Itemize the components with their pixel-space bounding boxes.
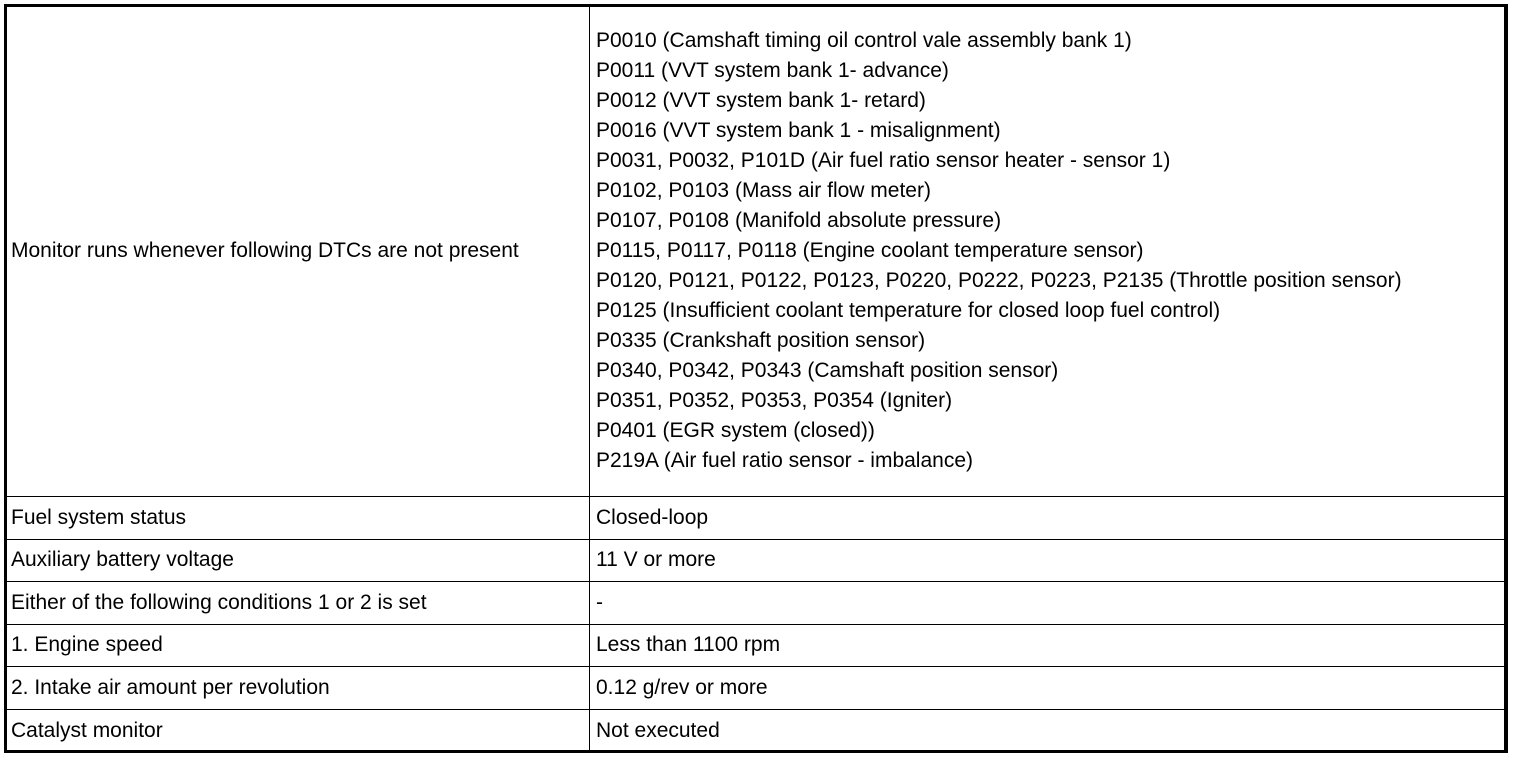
condition-value: 11 V or more — [590, 539, 1508, 582]
dtc-item: P0016 (VVT system bank 1 - misalignment) — [596, 118, 1001, 142]
condition-label: Monitor runs whenever following DTCs are not present — [5, 5, 590, 497]
condition-value: - — [590, 582, 1508, 625]
dtc-item: P0120, P0121, P0122, P0123, P0220, P0222, P0223, P2135 (Throttle position sensor) — [596, 268, 1402, 292]
dtc-item: P0401 (EGR system (closed)) — [596, 418, 875, 442]
dtc-item: P0335 (Crankshaft position sensor) — [596, 328, 926, 352]
condition-label: Catalyst monitor — [5, 709, 590, 752]
dtc-item: P0010 (Camshaft timing oil control vale assembly bank 1) — [596, 28, 1132, 52]
dtc-item: P0031, P0032, P101D (Air fuel ratio sensor heater - sensor 1) — [596, 148, 1171, 172]
dtc-item: P219A (Air fuel ratio sensor - imbalance) — [596, 448, 974, 472]
dtc-item: P0340, P0342, P0343 (Camshaft position sensor) — [596, 358, 1059, 382]
dtc-item: P0351, P0352, P0353, P0354 (Igniter) — [596, 388, 953, 412]
condition-label: Auxiliary battery voltage — [5, 539, 590, 582]
condition-label: Either of the following conditions 1 or 2 is set — [5, 582, 590, 625]
condition-value: Not executed — [590, 709, 1508, 752]
condition-value: 0.12 g/rev or more — [590, 667, 1508, 710]
condition-label: 2. Intake air amount per revolution — [5, 667, 590, 710]
condition-label: Fuel system status — [5, 497, 590, 540]
dtc-item: P0115, P0117, P0118 (Engine coolant temperature sensor) — [596, 238, 1144, 262]
dtc-item: P0102, P0103 (Mass air flow meter) — [596, 178, 931, 202]
condition-value: Closed-loop — [590, 497, 1508, 540]
dtc-item: P0011 (VVT system bank 1- advance) — [596, 58, 949, 82]
condition-value: Less than 1100 rpm — [590, 624, 1508, 667]
dtc-item: P0107, P0108 (Manifold absolute pressure) — [596, 208, 1002, 232]
table-outer-border — [4, 4, 1507, 753]
dtc-item: P0125 (Insufficient coolant temperature for closed loop fuel control) — [596, 298, 1221, 322]
dtc-item: P0012 (VVT system bank 1- retard) — [596, 88, 926, 112]
condition-label: 1. Engine speed — [5, 624, 590, 667]
